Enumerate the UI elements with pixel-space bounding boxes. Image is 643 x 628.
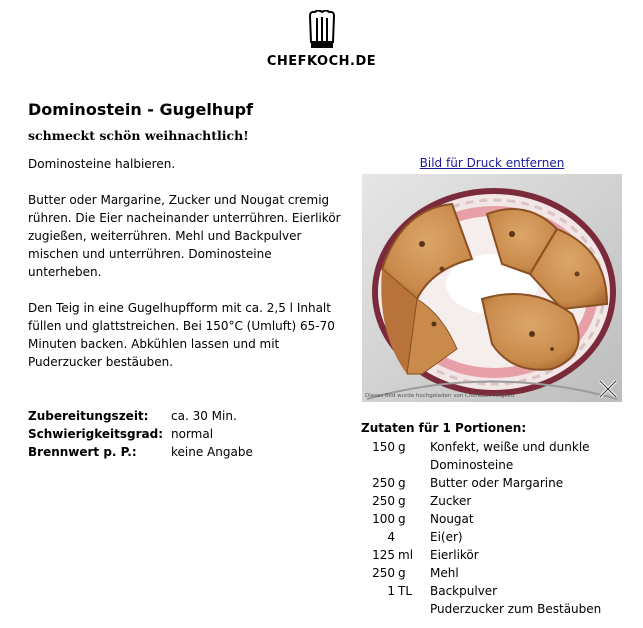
ingredient-row xyxy=(361,510,605,528)
ingredient-unit: g xyxy=(398,494,406,508)
ingredient-unit xyxy=(395,600,430,618)
ingredient-unit: ml xyxy=(398,548,414,562)
ingredient-amount: 250 xyxy=(372,494,395,508)
ingredient-row xyxy=(361,582,605,600)
ingredient-unit xyxy=(395,528,430,546)
ingredient-row xyxy=(361,564,605,582)
ingredient-unit: g xyxy=(398,476,406,490)
chef-hat-icon xyxy=(307,10,337,50)
meta-row xyxy=(28,407,253,425)
ingredient-unit: g xyxy=(398,512,406,526)
meta-value: keine Angabe xyxy=(171,445,253,459)
ingredients-list xyxy=(361,438,605,618)
ingredient-amount: 1 xyxy=(387,584,395,598)
ingredient-unit: TL xyxy=(398,584,413,598)
ingredient-amount: 250 xyxy=(372,476,395,490)
ingredient-name: Zucker xyxy=(430,494,472,508)
recipe-meta xyxy=(28,407,253,461)
ingredient-unit: g xyxy=(398,440,406,454)
meta-label: Brennwert p. P.: xyxy=(28,445,137,459)
ingredient-name: Konfekt, weiße und dunkle Dominosteine xyxy=(430,440,590,472)
ingredient-name: Eierlikör xyxy=(430,548,479,562)
ingredient-name: Butter oder Margarine xyxy=(430,476,564,490)
ingredient-name: Mehl xyxy=(430,566,459,580)
ingredient-row xyxy=(361,528,605,546)
recipe-instructions xyxy=(28,155,348,389)
meta-label: Zubereitungszeit: xyxy=(28,409,149,423)
ingredient-amount xyxy=(361,600,395,618)
photo-caption: Dieses Bild wurde hochgeladen von Chefkoch-Mitglied xyxy=(365,393,515,399)
ingredient-name: Backpulver xyxy=(430,584,498,598)
cake-photo-illustration xyxy=(362,174,622,402)
ingredient-name: Puderzucker zum Bestäuben xyxy=(430,602,602,616)
meta-value: ca. 30 Min. xyxy=(171,409,237,423)
meta-value: normal xyxy=(171,427,214,441)
meta-row xyxy=(28,425,253,443)
ingredient-row xyxy=(361,474,605,492)
instruction-step: Butter oder Margarine, Zucker und Nougat cremig rühren. Die Eier nacheinander unterrühren. Eierlikör zugießen, weiterrühren. Mehl und Backpulver mischen und unterrühren. Dominosteine unterheben. xyxy=(28,193,341,279)
close-icon[interactable] xyxy=(597,378,619,400)
ingredient-amount: 100 xyxy=(372,512,395,526)
ingredient-unit: g xyxy=(398,566,406,580)
remove-image-link[interactable]: Bild für Druck entfernen xyxy=(419,156,565,170)
brand-name: CHEFKOCH.DE xyxy=(266,54,377,69)
ingredient-amount: 125 xyxy=(372,548,395,562)
instruction-step: Den Teig in eine Gugelhupfform mit ca. 2,5 l Inhalt füllen und glattstreichen. Bei 150°C (Umluft) 65-70 Minuten backen. Abkühlen lassen und mit Puderzucker bestäuben. xyxy=(28,301,335,369)
ingredient-row xyxy=(361,546,605,564)
instruction-step: Dominosteine halbieren. xyxy=(28,157,176,171)
ingredient-amount: 250 xyxy=(372,566,395,580)
ingredient-amount: 150 xyxy=(372,440,395,454)
meta-row xyxy=(28,443,253,461)
ingredient-row xyxy=(361,438,605,474)
recipe-title: Dominostein - Gugelhupf xyxy=(28,100,253,119)
ingredient-amount: 4 xyxy=(387,530,395,544)
ingredients-title: Zutaten für 1 Portionen: xyxy=(361,421,527,435)
meta-label: Schwierigkeitsgrad: xyxy=(28,427,164,441)
recipe-photo xyxy=(362,174,622,402)
recipe-subtitle: schmeckt schön weihnachtlich! xyxy=(28,128,249,143)
ingredient-name: Nougat xyxy=(430,512,474,526)
ingredient-row xyxy=(361,492,605,510)
ingredient-name: Ei(er) xyxy=(430,530,463,544)
chefkoch-logo xyxy=(0,10,643,69)
ingredient-row xyxy=(361,600,605,618)
